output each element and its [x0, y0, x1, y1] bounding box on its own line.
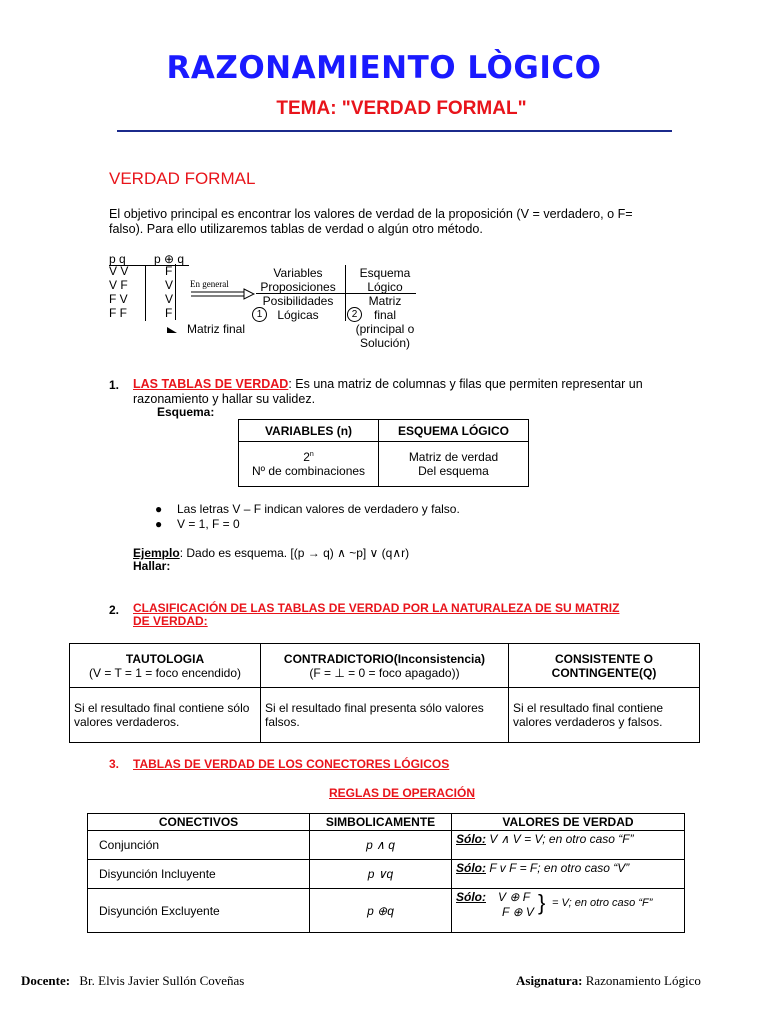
- diagram-separator: [145, 265, 146, 321]
- rule-text: V ∧ V = V; en otro caso “F”: [486, 832, 634, 846]
- header-line: TAUTOLOGIA: [125, 651, 205, 666]
- section1-paragraph: [133, 377, 673, 407]
- circled-one-marker: 1: [252, 307, 267, 322]
- rule-text-b: F ⊕ V: [502, 905, 534, 919]
- asignatura-name: Razonamiento Lógico: [585, 973, 701, 988]
- rule-text: F v F = F; en otro caso “V”: [486, 861, 630, 875]
- header-conectivos: CONECTIVOS: [88, 814, 310, 831]
- ejemplo-label: Ejemplo: [133, 546, 180, 560]
- diagram-vars-row: F F: [109, 306, 127, 320]
- list-item: [155, 502, 460, 516]
- diagram-result-row: F: [165, 306, 173, 320]
- bullet-text: V = 1, F = 0: [177, 517, 240, 531]
- header-simbolicamente: SIMBOLICAMENTE: [310, 814, 452, 831]
- matrix-label: Matriz de verdad: [408, 450, 499, 464]
- header-valores: VALORES DE VERDAD: [452, 814, 685, 831]
- intro-line-2: falso). Para ello utilizaremos tablas de verdad o algún otro método.: [109, 222, 483, 236]
- section1-number: 1.: [109, 378, 120, 392]
- list-item: [155, 517, 460, 531]
- arrow-label: En general: [190, 279, 229, 289]
- esquema-label-cell: Del esquema: [418, 464, 489, 478]
- cell-tautologia: Si el resultado final contiene sólo valores verdaderos.: [70, 688, 261, 743]
- page-subtitle: TEMA: "VERDAD FORMAL": [276, 98, 527, 119]
- table-cell-esquema: [379, 442, 529, 487]
- hallar-label: Hallar:: [133, 559, 171, 573]
- rule-label: Sólo:: [456, 861, 486, 875]
- conector-name: Disyunción Incluyente: [88, 860, 310, 889]
- esquema-line: Matriz: [368, 294, 402, 308]
- docente-name: Br. Elvis Javier Sullón Coveñas: [79, 973, 245, 988]
- footer-asignatura: [516, 973, 701, 989]
- header-line: CONTINGENTE(Q): [551, 665, 657, 680]
- conector-name: Disyunción Excluyente: [88, 889, 310, 933]
- rule-label: Sólo:: [456, 890, 486, 904]
- diagram-vars-col: [109, 264, 128, 320]
- section2-title: [133, 602, 619, 628]
- header-line: CONSISTENTE O: [554, 651, 653, 666]
- classification-table: [69, 643, 700, 743]
- conector-symbol: p ⊕q: [310, 889, 452, 933]
- variables-column: [256, 266, 340, 322]
- cell-consistente: Si el resultado final contiene valores verdaderos y falsos.: [509, 688, 700, 743]
- esquema-column: [352, 266, 418, 350]
- section-title: VERDAD FORMAL: [109, 169, 256, 188]
- right-arrow-icon: [190, 288, 256, 300]
- esquema-line: (principal o: [355, 322, 415, 336]
- section2-title-line: DE VERDAD:: [133, 614, 208, 628]
- diagram-var-header: p q: [109, 252, 126, 266]
- asignatura-label: Asignatura:: [516, 973, 583, 988]
- bullet-text: Las letras V – F indican valores de verdadero y falso.: [177, 502, 460, 516]
- cell-contradictorio: Si el resultado final presenta sólo valores falsos.: [261, 688, 509, 743]
- variables-esquema-table: [238, 419, 529, 487]
- rule-label: Sólo:: [456, 832, 486, 846]
- section2-number: 2.: [109, 603, 120, 617]
- variables-line: Proposiciones: [260, 280, 336, 294]
- connectors-table: [87, 813, 685, 933]
- diagram-result-row: V: [165, 292, 174, 306]
- matriz-final-label: Matriz final: [187, 322, 246, 336]
- esquema-line: final: [373, 308, 396, 322]
- ejemplo-line: [133, 546, 409, 560]
- intro-line-1: El objetivo principal es encontrar los valores de verdad de la proposición (V = verdadero, o F=: [109, 207, 633, 221]
- table-header-esquema: ESQUEMA LÓGICO: [379, 420, 529, 442]
- diagram-result-row: F: [165, 264, 173, 278]
- section1-text2: razonamiento y hallar su validez.: [133, 392, 316, 406]
- header-line: CONTRADICTORIO(Inconsistencia): [283, 651, 486, 666]
- diagram-vars-row: V F: [109, 278, 128, 292]
- header-consistente: [509, 644, 700, 688]
- diagram-result-col: [165, 264, 176, 320]
- table-row: [88, 831, 685, 860]
- rule-text: = V; en otro caso “F”: [552, 897, 653, 909]
- section3-subtitle: REGLAS DE OPERACIÓN: [329, 786, 476, 800]
- conector-rule: [452, 831, 685, 860]
- corner-arrow-icon: [165, 324, 179, 334]
- variables-line: Variables: [273, 266, 323, 280]
- conector-symbol: p ∨q: [310, 860, 452, 889]
- conector-rule: [452, 889, 685, 933]
- section1-title: LAS TABLAS DE VERDAD: [133, 377, 289, 391]
- conector-symbol: p ∧ q: [310, 831, 452, 860]
- esquema-line: Lógico: [367, 280, 403, 294]
- header-tautologia: [70, 644, 261, 688]
- bullet-dot: ●: [155, 517, 163, 531]
- brace-icon: }: [538, 890, 546, 915]
- conector-rule: [452, 860, 685, 889]
- diagram-result-row: V: [165, 278, 174, 292]
- bullet-dot: ●: [155, 502, 163, 516]
- ejemplo-text: : Dado es esquema. [(p → q) ∧ ~p] ∨ (q∧r): [179, 546, 410, 560]
- table-row: [88, 889, 685, 933]
- header-line: (V = T = 1 = foco encendido): [89, 665, 241, 680]
- section3-title: TABLAS DE VERDAD DE LOS CONECTORES LÓGICOS: [133, 757, 450, 771]
- diagram-result-header: p ⊕ q: [154, 252, 185, 266]
- header-divider: [117, 130, 672, 132]
- variables-line: Lógicas: [277, 308, 319, 322]
- header-line: (F = ⊥ = 0 = foco apagado)): [309, 665, 460, 680]
- footer-docente: [21, 973, 244, 989]
- rule-text-a: V ⊕ F: [498, 890, 531, 904]
- page-title: RAZONAMIENTO LÒGICO: [166, 50, 602, 86]
- esquema-line: Solución): [359, 336, 411, 350]
- intro-paragraph: [109, 207, 669, 237]
- conector-name: Conjunción: [88, 831, 310, 860]
- power-exponent: n: [309, 451, 314, 458]
- power-base: 2: [303, 450, 310, 464]
- combinations-label: Nº de combinaciones: [251, 464, 366, 478]
- table-header-variables: VARIABLES (n): [239, 420, 379, 442]
- docente-label: Docente:: [21, 973, 71, 988]
- header-contradictorio: [261, 644, 509, 688]
- table-row: [88, 860, 685, 889]
- section2-title-line: CLASIFICACIÓN DE LAS TABLAS DE VERDAD POR LA NATURALEZA DE SU MATRIZ: [133, 601, 620, 615]
- bullet-list: [155, 502, 460, 531]
- section3-number: 3.: [109, 757, 120, 771]
- table-cell-variables: [239, 442, 379, 487]
- section1-text1: : Es una matriz de columnas y filas que permiten representar un: [288, 377, 643, 391]
- esquema-label: Esquema:: [157, 405, 215, 419]
- circled-two-marker: 2: [347, 307, 362, 322]
- esquema-line: Esquema: [359, 266, 411, 280]
- variables-line: Posibilidades: [262, 294, 334, 308]
- diagram-vars-row: F V: [109, 292, 128, 306]
- diagram-vars-row: V V: [109, 264, 129, 278]
